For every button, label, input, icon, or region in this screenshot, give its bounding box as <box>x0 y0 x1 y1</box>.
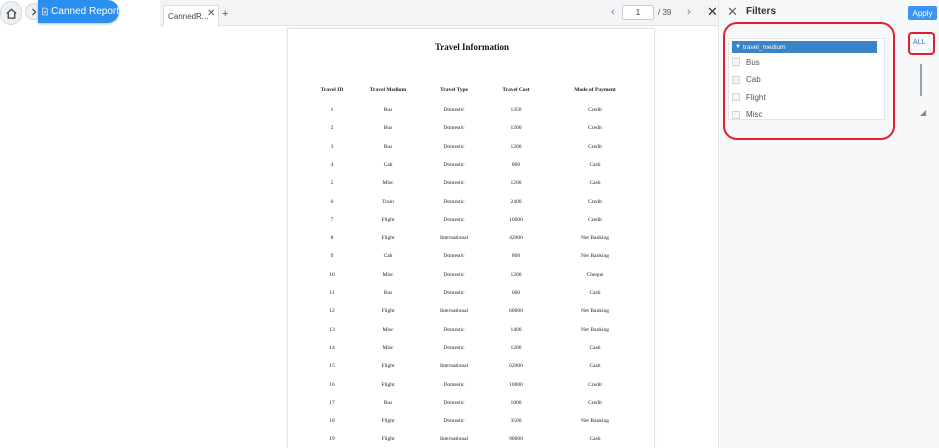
table-cell: 11 <box>329 290 335 296</box>
report-page <box>287 28 655 448</box>
table-row <box>288 418 656 430</box>
table-cell: Net Banking <box>581 308 609 315</box>
table-cell: Flight <box>381 418 395 425</box>
table-cell: Domestic <box>443 326 465 333</box>
document-icon <box>42 6 48 17</box>
table-cell: Cash <box>589 436 601 443</box>
table-cell: 10 <box>329 271 335 278</box>
table-cell: Domestic <box>443 198 465 205</box>
table-cell: 3500 <box>510 418 522 425</box>
table-row <box>288 125 656 137</box>
table-cell: 600 <box>511 290 521 296</box>
table-cell: 1200 <box>510 271 522 278</box>
table-cell: Domestic <box>443 399 465 406</box>
table-cell: Domestic <box>443 125 465 132</box>
column-header: Travel Cost <box>502 87 530 93</box>
filter-option-label: Misc <box>746 110 763 119</box>
table-row <box>288 235 656 247</box>
home-icon <box>5 7 18 20</box>
table-cell: Bus <box>383 125 393 132</box>
table-cell: Bus <box>383 107 393 113</box>
column-header: Mode of Payment <box>574 87 616 93</box>
table-row <box>288 272 656 284</box>
table-row <box>288 180 656 192</box>
table-cell: 98000 <box>509 436 523 443</box>
filter-field-label: travel_medium <box>742 43 786 51</box>
table-row <box>288 162 656 174</box>
table-cell: International <box>439 235 469 242</box>
table-cell: 12 <box>329 308 335 315</box>
table-row <box>288 327 656 339</box>
table-cell: Bus <box>383 143 393 150</box>
table-cell: Credit <box>588 198 602 205</box>
table-cell: Net Banking <box>581 253 609 260</box>
table-cell: 10000 <box>509 216 523 223</box>
table-cell: Credit <box>588 125 602 132</box>
table-cell: Cab <box>383 253 393 260</box>
table-cell: 1 <box>330 107 334 113</box>
table-row <box>288 199 656 211</box>
page-number-input[interactable] <box>622 5 654 20</box>
table-cell: 1200 <box>510 143 522 150</box>
table-row <box>288 253 656 265</box>
table-cell: 16 <box>329 381 335 388</box>
caret-down-icon: ▼ <box>735 44 741 50</box>
table-cell: Cash <box>589 290 601 296</box>
apply-button[interactable]: Apply <box>908 6 937 20</box>
column-header: Travel ID <box>320 87 344 93</box>
next-page-button[interactable]: › <box>687 6 691 18</box>
table-cell: 3 <box>330 143 334 150</box>
column-header: Travel Medium <box>369 87 407 93</box>
table-cell: 1200 <box>510 180 522 187</box>
table-cell: Flight <box>381 363 395 370</box>
table-cell: 2 <box>330 125 334 132</box>
table-cell: Domestic <box>443 290 465 296</box>
table-cell: Domestic <box>443 271 465 278</box>
table-cell: 42000 <box>509 235 523 242</box>
table-cell: Domestic <box>443 418 465 425</box>
table-cell: 7 <box>330 216 334 223</box>
filter-scrollbar[interactable] <box>920 64 922 96</box>
table-cell: Net Banking <box>581 418 609 425</box>
table-cell: Credit <box>588 107 602 113</box>
close-tab-icon[interactable]: ✕ <box>207 8 216 19</box>
table-row <box>288 308 656 320</box>
table-cell: Bus <box>383 290 393 296</box>
table-cell: Domestic <box>443 161 465 168</box>
table-cell: Credit <box>588 381 602 388</box>
table-cell: Misc <box>382 326 394 333</box>
table-cell: 14 <box>329 344 335 351</box>
table-cell: 68000 <box>509 308 523 315</box>
table-cell: Credit <box>588 143 602 150</box>
tab-label: CannedR... <box>168 11 209 21</box>
table-cell: Net Banking <box>581 235 609 242</box>
table-cell: 800 <box>511 253 521 260</box>
table-cell: 9 <box>330 253 334 260</box>
table-cell: Train <box>382 198 394 205</box>
filter-option-label: Flight <box>746 92 766 102</box>
table-row <box>288 400 656 412</box>
table-row <box>288 290 656 302</box>
table-cell: Cash <box>589 344 601 351</box>
table-cell: Domestic <box>443 381 465 388</box>
close-report-icon[interactable]: ✕ <box>707 4 718 19</box>
table-cell: Net Banking <box>581 326 609 333</box>
table-cell: Bus <box>383 399 393 406</box>
table-cell: International <box>439 363 469 370</box>
table-row <box>288 217 656 229</box>
add-tab-button[interactable]: + <box>222 8 229 20</box>
table-cell: International <box>439 436 469 443</box>
table-cell: Cheque <box>586 271 604 278</box>
table-cell: Flight <box>381 216 395 223</box>
table-cell: Domestic <box>443 180 465 187</box>
table-cell: 15 <box>329 363 335 370</box>
table-cell: 1200 <box>510 344 522 351</box>
close-filters-icon[interactable]: ✕ <box>727 4 738 19</box>
table-cell: 800 <box>511 161 521 168</box>
filter-option-label: Bus <box>746 57 760 67</box>
table-row <box>288 345 656 357</box>
filters-title: Filters <box>746 6 777 17</box>
table-cell: International <box>439 308 469 315</box>
table-cell: 5 <box>330 180 334 187</box>
table-cell: Domestic <box>443 253 465 260</box>
table-cell: 62000 <box>509 363 523 370</box>
table-cell: Domestic <box>443 143 465 150</box>
table-cell: Domestic <box>443 344 465 351</box>
table-cell: 2400 <box>510 198 522 205</box>
page-total: / 39 <box>658 8 672 17</box>
table-cell: 1350 <box>510 107 522 113</box>
select-all-button[interactable]: ALL <box>913 39 926 46</box>
table-cell: Cash <box>589 161 601 168</box>
table-cell: Misc <box>382 180 394 187</box>
table-cell: 18 <box>329 418 335 425</box>
table-cell: Domestic <box>443 107 465 113</box>
table-cell: Cash <box>589 180 601 187</box>
resize-handle-icon[interactable]: ◢ <box>920 108 927 117</box>
table-cell: 8 <box>330 235 334 242</box>
table-cell: Credit <box>588 399 602 406</box>
breadcrumb-canned-report[interactable] <box>38 0 119 23</box>
breadcrumb-label: Canned Report <box>51 6 119 17</box>
tab-bar <box>160 0 720 26</box>
table-cell: 13 <box>329 326 335 333</box>
column-header: Travel Type <box>440 87 468 93</box>
highlight-annotation-filter-list <box>723 22 895 140</box>
table-cell: Flight <box>381 436 395 443</box>
report-title: Travel Information <box>434 42 510 52</box>
table-row <box>288 144 656 156</box>
table-cell: Flight <box>381 235 395 242</box>
table-row <box>288 436 656 448</box>
table-cell: Flight <box>381 381 395 388</box>
table-cell: 10000 <box>509 381 523 388</box>
home-button[interactable] <box>0 1 22 25</box>
table-cell: Misc <box>382 271 394 278</box>
table-row <box>288 382 656 394</box>
table-cell: Misc <box>382 344 394 351</box>
table-cell: Domestic <box>443 216 465 223</box>
previous-page-button[interactable]: ‹ <box>611 6 615 18</box>
table-cell: Credit <box>588 216 602 223</box>
table-cell: 4 <box>330 161 334 168</box>
filter-option-label: Cab <box>746 75 761 84</box>
table-cell: 1400 <box>510 326 522 333</box>
table-cell: 1200 <box>510 125 522 132</box>
table-cell: Cab <box>383 161 393 168</box>
table-row <box>288 107 656 119</box>
chevron-right-icon <box>30 8 38 16</box>
table-cell: Cash <box>589 363 601 370</box>
table-cell: Flight <box>381 308 395 315</box>
table-cell: 17 <box>329 399 335 406</box>
table-row <box>288 363 656 375</box>
table-cell: 6 <box>330 198 334 205</box>
table-cell: 1800 <box>510 399 522 406</box>
table-cell: 19 <box>329 436 335 443</box>
table-header-row <box>288 87 656 99</box>
